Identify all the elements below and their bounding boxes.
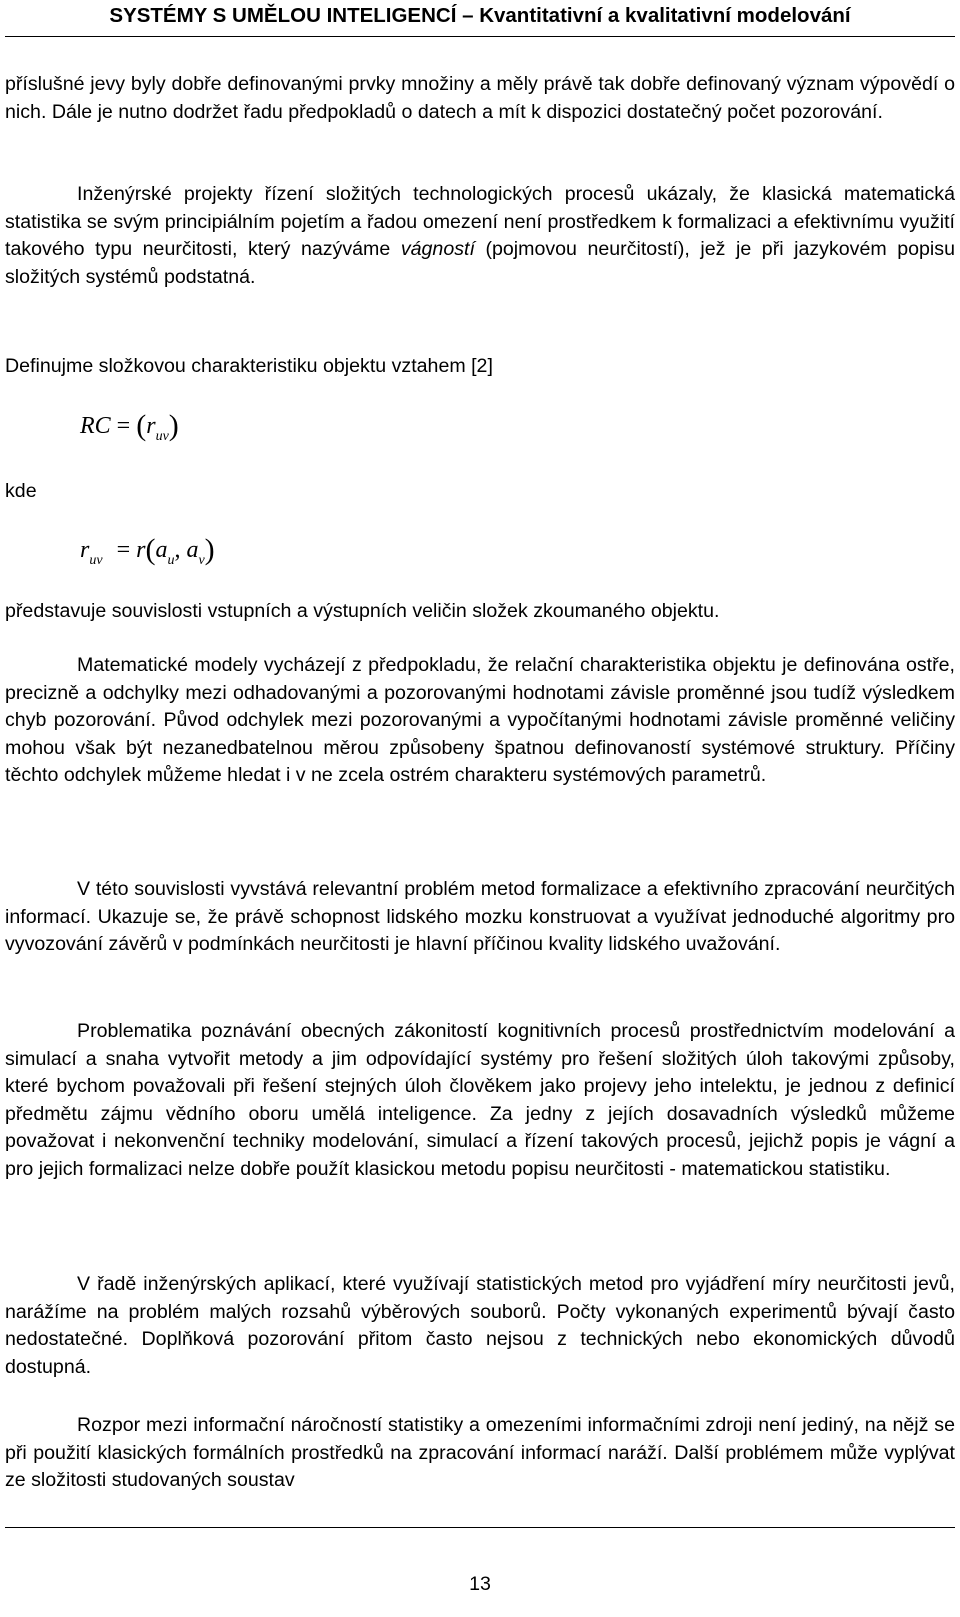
paragraph-9-text: Rozpor mezi informační náročností statistiky a omezeními informačními zdroji není jediný, na nějž se při použití klasických formálních prostředků na zpracování informací naráží. Další problémem může vyplývat ze složitosti studovaných soustav [5,1414,955,1492]
footer-rule [5,1527,955,1528]
formula-ruv-a1: a [155,537,168,563]
formula-ruv-open-paren: ( [145,533,156,566]
formula-ruv-lhs: r [80,537,90,563]
page-number: 13 [469,1573,491,1595]
formula-ruv-a1-sub: u [167,553,175,568]
formula-rc-equals: = [116,413,131,439]
formula-ruv [80,535,215,576]
paragraph-2-emphasis: vágností [400,238,475,261]
paragraph-7 [5,1018,955,1184]
paragraph-4: představuje souvislosti vstupních a výstupních veličin složek zkoumaného objektu. [5,600,720,622]
paragraph-8-text: V řadě inženýrských aplikací, které využívají statistických metod pro vyjádření míry neurčitosti jevů, narážíme na problém malých rozsahů výběrových souborů. Počty vykonaných experimentů bývají často nedostatečné. Doplňková pozorování přitom často nejsou z technických nebo ekonomických důvodů dostupná. [5,1273,955,1378]
formula-ruv-a2-sub: v [198,553,205,568]
paragraph-6-text: V této souvislosti vyvstává relevantní problém metod formalizace a efektivního zpracování neurčitých informací. Ukazuje se, že právě schopnost lidského mozku konstruovat a využívat jednoduché algoritmy pro vyvozování závěrů v podmínkách neurčitosti je hlavní příčinou kvality lidského uvažování. [5,878,955,956]
formula-rc-lhs: RC [80,413,111,439]
paragraph-3: Definujme složkovou charakteristiku objektu vztahem [2] [5,355,493,377]
kde-label: kde [5,480,37,502]
paragraph-5-text: Matematické modely vycházejí z předpokladu, že relační charakteristika objektu je definována ostře, precizně a odchylky mezi odhadovanými a pozorovanými hodnotami závisle proměnné jsou tudíž výsledkem chyb pozorování. Původ odchylek mezi pozorovanými a vypočítanými hodnotami závisle proměnné veličiny mohou však být nezanedbatelnou měrou způsobeny špatnou definovaností systémové struktury. Příčiny těchto odchylek můžeme hledat i v ne zcela ostrém charakteru systémových parametrů. [5,654,955,787]
paragraph-6 [5,876,955,959]
paragraph-8 [5,1271,955,1381]
formula-ruv-equals: = [116,537,131,563]
formula-rc [80,411,179,452]
paragraph-5 [5,652,955,790]
paragraph-1: příslušné jevy byly dobře definovanými prvky množiny a měly právě tak dobře definovaný význam výpovědí o nich. Dále je nutno dodržet řadu předpokladů o datech a mít k dispozici dostatečný počet pozorování. [5,73,955,123]
formula-ruv-comma: , [174,537,181,563]
formula-rc-sub: uv [155,429,169,444]
paragraph-2-text-b: (pojmovou neurčitostí), jež je při jazykovém popisu složitých systémů podstatná. [5,238,955,288]
paragraph-9 [5,1412,955,1495]
header-rule [5,36,955,37]
formula-rc-var: r [146,413,156,439]
paragraph-2-text-a: Inženýrské projekty řízení složitých technologických procesů ukázaly, že klasická matematická statistika se svým principiálním pojetím a řadou omezení není prostředkem k formalizaci a efektivnímu využití takového typu neurčitosti, který nazýváme [5,183,955,261]
paragraph-7-text: Problematika poznávání obecných zákonitostí kognitivních procesů prostřednictvím modelování a simulací a snaha vytvořit metody a jim odpovídající systémy pro řešení složitých úloh takovými způsoby, které bychom považovali při řešení stejných úloh člověkem jako projevy jeho intelektu, je jednou z definicí předmětu zájmu vědního oboru umělá inteligence. Za jedny z jejích dosavadních výsledků můžeme považovat i nekonvenční techniky modelování, simulací a řízení takových procesů, jejichž popis je vágní a pro jejich formalizaci nelze dobře použít klasickou metodu popisu neurčitosti - matematickou statistiku. [5,1020,955,1180]
formula-ruv-a2: a [186,537,199,563]
formula-rc-open-paren: ( [136,409,147,442]
running-header: SYSTÉMY S UMĚLOU INTELIGENCÍ – Kvantitativní a kvalitativní modelování [109,4,851,27]
formula-ruv-fn: r [136,537,146,563]
paragraph-2 [5,181,955,291]
formula-ruv-lhs-sub: uv [89,553,103,568]
formula-ruv-close-paren: ) [204,533,215,566]
formula-rc-close-paren: ) [168,409,179,442]
